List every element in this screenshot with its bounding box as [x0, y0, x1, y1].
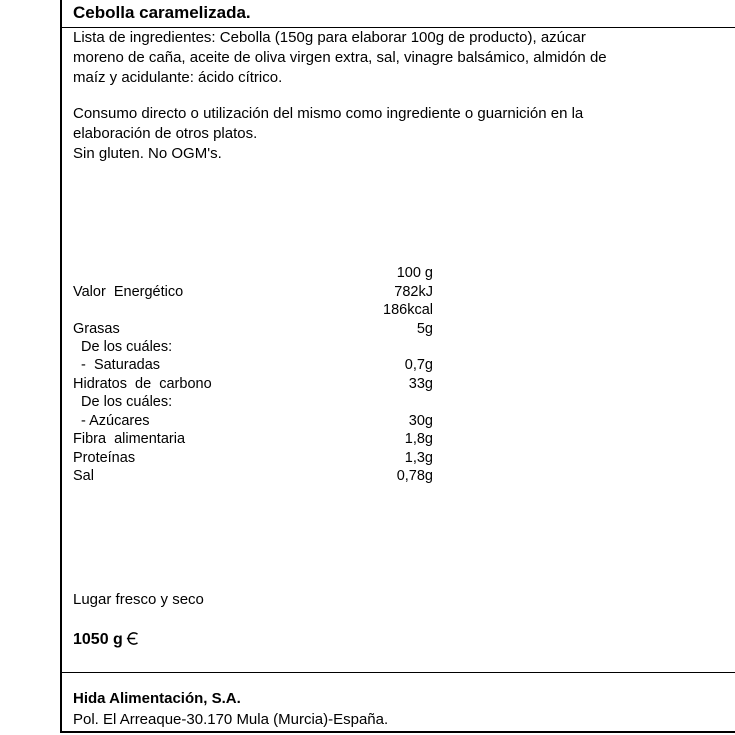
- nutrient-name: - Saturadas: [73, 357, 161, 373]
- nutrient-name: Proteínas: [73, 450, 136, 466]
- product-label: [60, 0, 735, 733]
- nutrient-value: 1,8g: [404, 431, 433, 447]
- nutrition-header-label: 100 g: [396, 265, 433, 281]
- nutrition-row: [73, 413, 433, 431]
- company-address: Pol. El Arreaque-30.170 Mula (Murcia)-España.: [73, 711, 389, 728]
- nutrition-row: [73, 339, 433, 357]
- nutrient-value: 30g: [408, 413, 433, 429]
- nutrient-value: 0,78g: [396, 468, 433, 484]
- nutrition-row: [73, 376, 433, 394]
- storage-instructions: Lugar fresco y seco: [73, 591, 204, 608]
- allergen-claims: Sin gluten. No OGM's.: [73, 145, 222, 162]
- nutrition-row: [73, 284, 433, 302]
- footer-divider: [62, 672, 735, 673]
- nutrient-value: 5g: [416, 321, 433, 337]
- nutrition-row: [73, 431, 433, 449]
- ingredients-line-3: maíz y acidulante: ácido cítrico.: [73, 69, 283, 86]
- net-weight: [73, 630, 139, 652]
- nutrient-name: Fibra alimentaria: [73, 431, 186, 447]
- nutrition-row: [73, 302, 433, 320]
- nutrient-value: 782kJ: [394, 284, 433, 300]
- ingredients-line-2: moreno de caña, aceite de oliva virgen extra, sal, vinagre balsámico, almidón de: [73, 49, 607, 66]
- nutrient-value: 1,3g: [404, 450, 433, 466]
- nutrient-value: 186kcal: [383, 302, 433, 318]
- nutrient-name: Valor Energético: [73, 284, 184, 300]
- usage-line-2: elaboración de otros platos.: [73, 125, 258, 142]
- nutrient-name: Grasas: [73, 321, 120, 337]
- net-weight-value: 1050 g: [73, 631, 123, 648]
- nutrition-row: [73, 450, 433, 468]
- nutrition-row: [73, 321, 433, 339]
- nutrition-header: [73, 265, 433, 283]
- nutrient-value: 0,7g: [404, 357, 433, 373]
- estimated-sign-icon: [125, 631, 139, 652]
- nutrition-row: [73, 394, 433, 412]
- company-name: Hida Alimentación, S.A.: [73, 690, 241, 707]
- nutrient-name: - Azúcares: [73, 413, 150, 429]
- product-title: Cebolla caramelizada.: [73, 3, 251, 22]
- nutrient-name: De los cuáles:: [73, 339, 173, 355]
- nutrient-name: Hidratos de carbono: [73, 376, 212, 392]
- nutrient-name: De los cuáles:: [73, 394, 173, 410]
- nutrient-name: Sal: [73, 468, 94, 484]
- nutrition-row: [73, 357, 433, 375]
- nutrient-value: 33g: [408, 376, 433, 392]
- ingredients-line-1: Lista de ingredientes: Cebolla (150g para elaborar 100g de producto), azúcar: [73, 29, 586, 46]
- nutrition-row: [73, 468, 433, 486]
- usage-line-1: Consumo directo o utilización del mismo como ingrediente o guarnición en la: [73, 105, 584, 122]
